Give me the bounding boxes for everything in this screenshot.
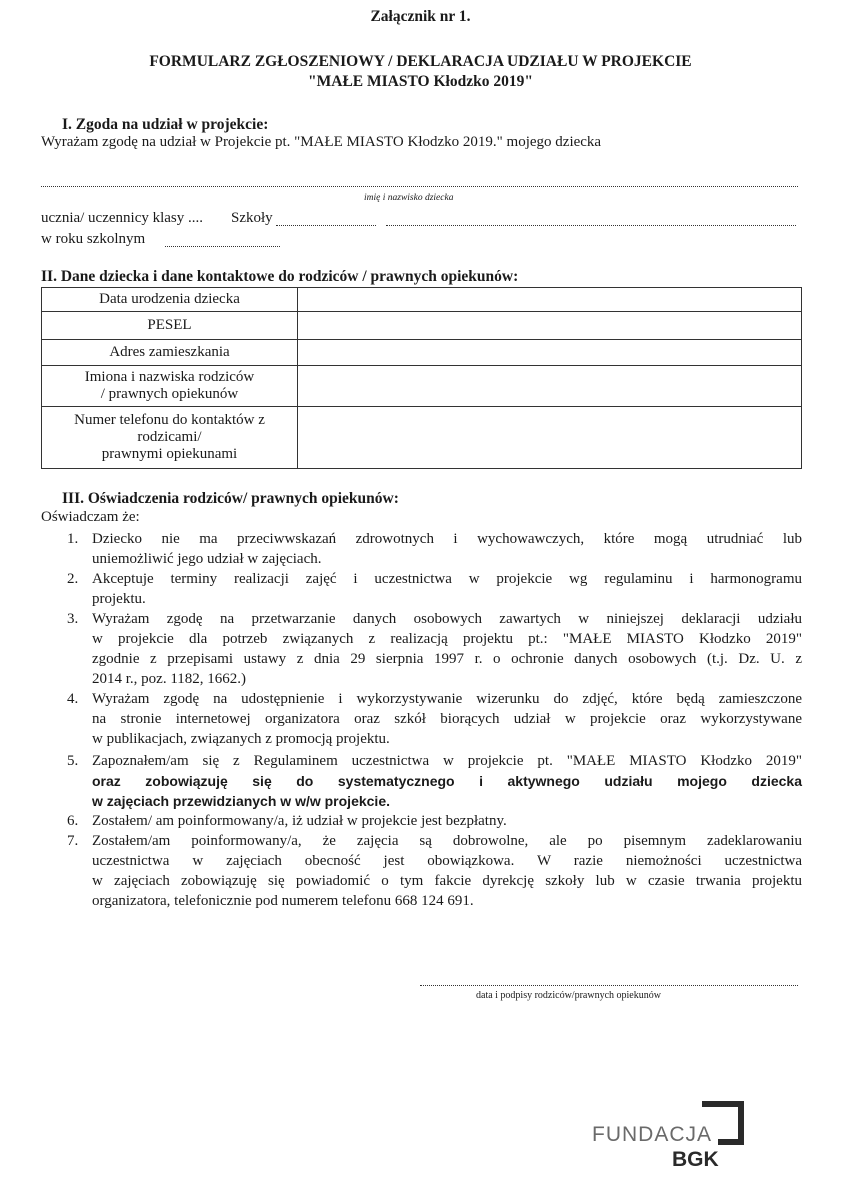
child-name-line[interactable] xyxy=(41,186,798,187)
child-name-caption: imię i nazwisko dziecka xyxy=(364,193,454,203)
consent-text: Wyrażam zgodę na udział w Projekcie pt. "MAŁE MIASTO Kłodzko 2019." mojego dziecka xyxy=(41,134,602,150)
fundacja-bgk-logo xyxy=(590,1095,750,1175)
logo-bracket-bottom xyxy=(718,1139,744,1145)
address-field[interactable] xyxy=(298,340,802,366)
form-title-line1: FORMULARZ ZGŁOSZENIOWY / DEKLARACJA UDZIAŁU W PROJEKCIE xyxy=(149,53,692,70)
parents-names-field[interactable] xyxy=(298,366,802,407)
logo-word-bgk: BGK xyxy=(672,1148,719,1171)
pesel-field[interactable] xyxy=(298,312,802,340)
table-row xyxy=(42,288,802,312)
form-title-line2: "MAŁE MIASTO Kłodzko 2019" xyxy=(308,73,533,90)
logo-word-fundacja: FUNDACJA xyxy=(592,1123,713,1146)
section3-heading: III. Oświadczenia rodziców/ prawnych opiekunów: xyxy=(62,490,399,507)
row-label-phone: Numer telefonu do kontaktów z rodzicami/ prawnymi opiekunami xyxy=(42,407,298,469)
row-label-birth-date: Data urodzenia dziecka xyxy=(42,288,298,312)
row-label-parents-names: Imiona i nazwiska rodziców / prawnych opiekunów xyxy=(42,366,298,407)
section2-heading: II. Dane dziecka i dane kontaktowe do rodziców / prawnych opiekunów: xyxy=(41,268,519,285)
table-row xyxy=(42,407,802,469)
birth-date-field[interactable] xyxy=(298,288,802,312)
annex-label: Załącznik nr 1. xyxy=(370,8,471,25)
row-label-address: Adres zamieszkania xyxy=(42,340,298,366)
school-label: Szkoły xyxy=(231,210,273,226)
school-year-line[interactable] xyxy=(165,246,280,247)
form-page: Załącznik nr 1. FORMULARZ ZGŁOSZENIOWY / DEKLARACJA UDZIAŁU W PROJEKCIE "MAŁE MIASTO Kłodzko 2019" I. Zgoda na udział w projekcie: Wyrażam zgodę na udział w Projekcie pt. "MAŁE MIASTO Kłodzko 2019." mojego dziecka imię i nazwisko dziecka ucznia/ uczennicy klasy .... Szkoły w roku szkolnym II. Dane dziecka i dane kontaktowe do rodziców / prawnych opiekunów: Data urodzenia dziecka PESEL Adres zamieszkania Imiona i nazwiska rodziców / prawnych opiekunów Numer telefonu do kontaktów z rodzicami/ prawnymi opiekunami III. Oświadczenia rodziców/ prawnych opiekunów: Oświadczam że: 1. Dziecko nie ma przeciwwskazań zdrowotnych i wychowawczych, które mogą utrudniać lub uniemożliwić jego udział w zajęciach. 2. Akceptuje terminy realizacji zajęć i uczestnictwa w projekcie wg regulaminu i harmonogramu projektu. 3. Wyrażam zgodę na przetwarzanie danych osobowych zawartych w niniejszej deklaracji udziału w projekcie dla potrzeb związanych z realizacją projektu pt.: "MAŁE MIASTO Kłodzko 2019" zgodnie z przepisami ustawy z dnia 29 sierpnia 1997 r. o ochronie danych osobowych (t.j. Dz. U. z 2014 r., poz. 1182, 1662.) 4. Wyrażam zgodę na udostępnienie i wykorzystywanie wizerunku do zdjęć, które będą zamieszczone na stronie internetowej organizatora oraz szkół biorących udział w projekcie oraz wykorzystywane w publikacjach, związanych z promocją projektu. 5. Zapoznałem/am się z Regulaminem uczestnictwa w projekcie pt. "MAŁE MIASTO Kłodzko 2019" oraz zobowiązuję się do systematycznego i aktywnego udziału mojego dziecka w zajęciach przewidzianych w w/w projekcie. 6. Zostałem/ am poinformowany/a, iż udział w projekcie jest bezpłatny. 7. Zostałem/am poinformowany/a, że zajęcia są dobrowolne, ale po pisemnym zadeklarowaniu uczestnictwa w zajęciach obecność jest obowiązkowa. W razie niemożności uczestnictwa w zajęciach zobowiązuję się powiadomić o tym fakcie dyrekcję szkoły lub w czasie trwania projektu organizatora, telefonicznie pod numerem telefonu 668 124 691. data i podpisy rodziców/prawnych opiekunów FUNDACJA BGK xyxy=(0,0,841,1200)
table-row xyxy=(42,312,802,340)
row-label-pesel: PESEL xyxy=(42,312,298,340)
table-row xyxy=(42,366,802,407)
phone-field[interactable] xyxy=(298,407,802,469)
statements-intro: Oświadczam że: xyxy=(41,509,140,525)
signature-caption: data i podpisy rodziców/prawnych opiekunów xyxy=(476,990,661,1001)
school-field-line-1[interactable] xyxy=(276,225,376,226)
class-label: ucznia/ uczennicy klasy .... xyxy=(41,210,204,226)
child-data-table xyxy=(41,287,802,469)
school-year-label: w roku szkolnym xyxy=(41,231,146,247)
school-field-line-2[interactable] xyxy=(386,225,796,226)
table-row xyxy=(42,340,802,366)
section1-heading: I. Zgoda na udział w projekcie: xyxy=(62,116,269,133)
signature-line[interactable] xyxy=(420,985,798,986)
